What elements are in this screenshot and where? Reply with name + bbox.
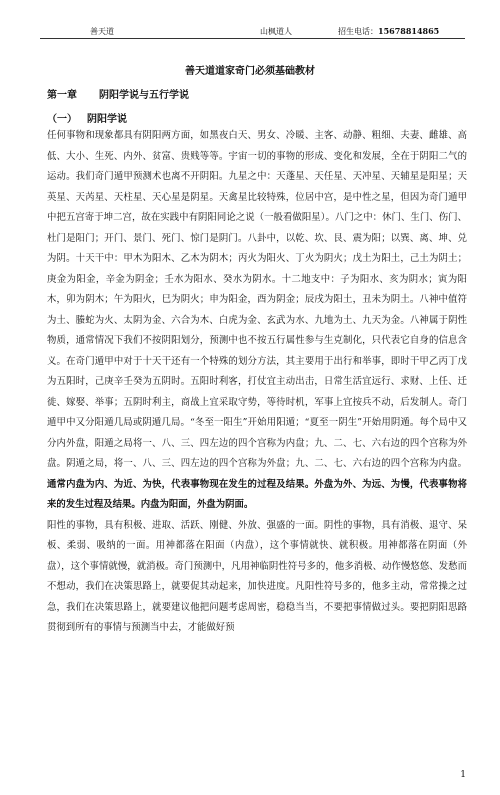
section-number: （一） <box>47 114 77 125</box>
header-middle-text: 山枫道人 <box>260 27 292 36</box>
header-phone-label: 招生电话： <box>338 27 378 36</box>
header-left-text: 善天道 <box>90 27 114 36</box>
paragraph-1-text: 任何事物和现象都具有阴阳两方面，如黑夜白天、男女、冷暖、主客、动静、粗细、夫妻、雌雄、高低、大小、生死、内外、贫富、贵贱等等。宇宙一切的事物的形成、变化和发展，全在于阴阳二气的运动。我们奇门遁甲预测术也离不开阴阳。九星之中：天蓬星、天任星、天冲星、天辅星是阳星；天英星、天芮星、天柱星、天心星是阴星。天禽星比较特殊，位居中宫，是中性之星，但因为奇门遁甲中把五宫寄于坤二宫，故在实践中有阴阳同论之说（一般看做阳星）。八门之中：休门、生门、伤门、杜门是阳门；开门、景门、死门、惊门是阴门。八卦中，以乾、坎、艮、震为阳；以巽、离、坤、兑为阴。十天干中：甲木为阳木、乙木为阴木；丙火为阳火、丁火为阴火；戊土为阳土，己土为阴土；庚金为阳金，辛金为阴金；壬水为阳水、癸水为阴水。十二地支中：子为阳水、亥为阴水；寅为阳木，卯为阴木；午为阳火，巳为阴火；申为阳金，酉为阴金；辰戌为阳土，丑未为阴土。八神中值符为土、螣蛇为火、太阴为金、六合为木、白虎为金、玄武为水、九地为土、九天为金。八神属于阴性物质，通常情况下我们不按阴阳划分，预测中也不按五行属性参与生克制化，只代表它自身的信息含义。在奇门遁甲中对于十天干还有一个特殊的划分方法，其主要用于出行和举事，即时干甲乙丙丁戊为五阳时，己庚辛壬癸为五阴时。五阳时利客，打仗宜主动出击，日常生活宜远行、求财、上任、迁徙、嫁娶、举事；五阴时利主，商战上宜采取守势，等待时机，军事上宜按兵不动，后发制人。奇门遁甲中又分阳遁几局或阴遁几局。“冬至一阳生”开始用阳遁；“夏至一阴生”开始用阴遁。每个局中又分内外盘，阳遁之局将一、八、三、四左边的四个宫称为内盘；九、二、七、六右边的四个宫称为外盘。阴遁之局，将一、八、三、四左边的四个宫称为外盘；九、二、七、六右边的四个宫称为内盘。 <box>47 130 467 469</box>
paragraph-1 <box>47 126 467 516</box>
header-contact <box>338 26 439 37</box>
page-header <box>40 22 465 39</box>
body-content <box>47 126 467 639</box>
header-phone-number: 15678814865 <box>378 26 440 36</box>
chapter-heading <box>47 86 211 101</box>
document-title: 善天道道家奇门必须基础教材 <box>185 66 315 77</box>
chapter-title: 阴阳学说与五行学说 <box>99 90 189 101</box>
page-number: 1 <box>460 770 466 780</box>
section-heading <box>47 110 137 125</box>
paragraph-2: 阳性的事物，具有积极、进取、活跃、刚健、外放、强盛的一面。阴性的事物，具有消极、退守、呆板、柔弱、吸纳的一面。用神都落在阳面（内盘），这个事情就快、就积极。用神都落在阴面（外盘），这个事情就慢，就消极。奇门预测中，凡用神临阴性符号多的，他多消极、动作慢悠悠、发愁而不想动，我们在决策思路上，就要促其动起来，加快进度。凡阳性符号多的，他多主动，常常操之过急，我们在决策思路上，就要建议他把问题考虑周密，稳稳当当，不要把事情做过头。要把阴阳思路贯彻到所有的事情与预测当中去，才能做好预 <box>47 519 467 633</box>
chapter-number: 第一章 <box>47 90 77 101</box>
bold-sentence: 通常内盘为内、为近、为快，代表事物现在发生的过程及结果。外盘为外、为远、为慢，代表事物将来的发生过程及结果。内盘为阳面，外盘为阴面。 <box>47 478 467 510</box>
section-title: 阴阳学说 <box>87 114 127 125</box>
